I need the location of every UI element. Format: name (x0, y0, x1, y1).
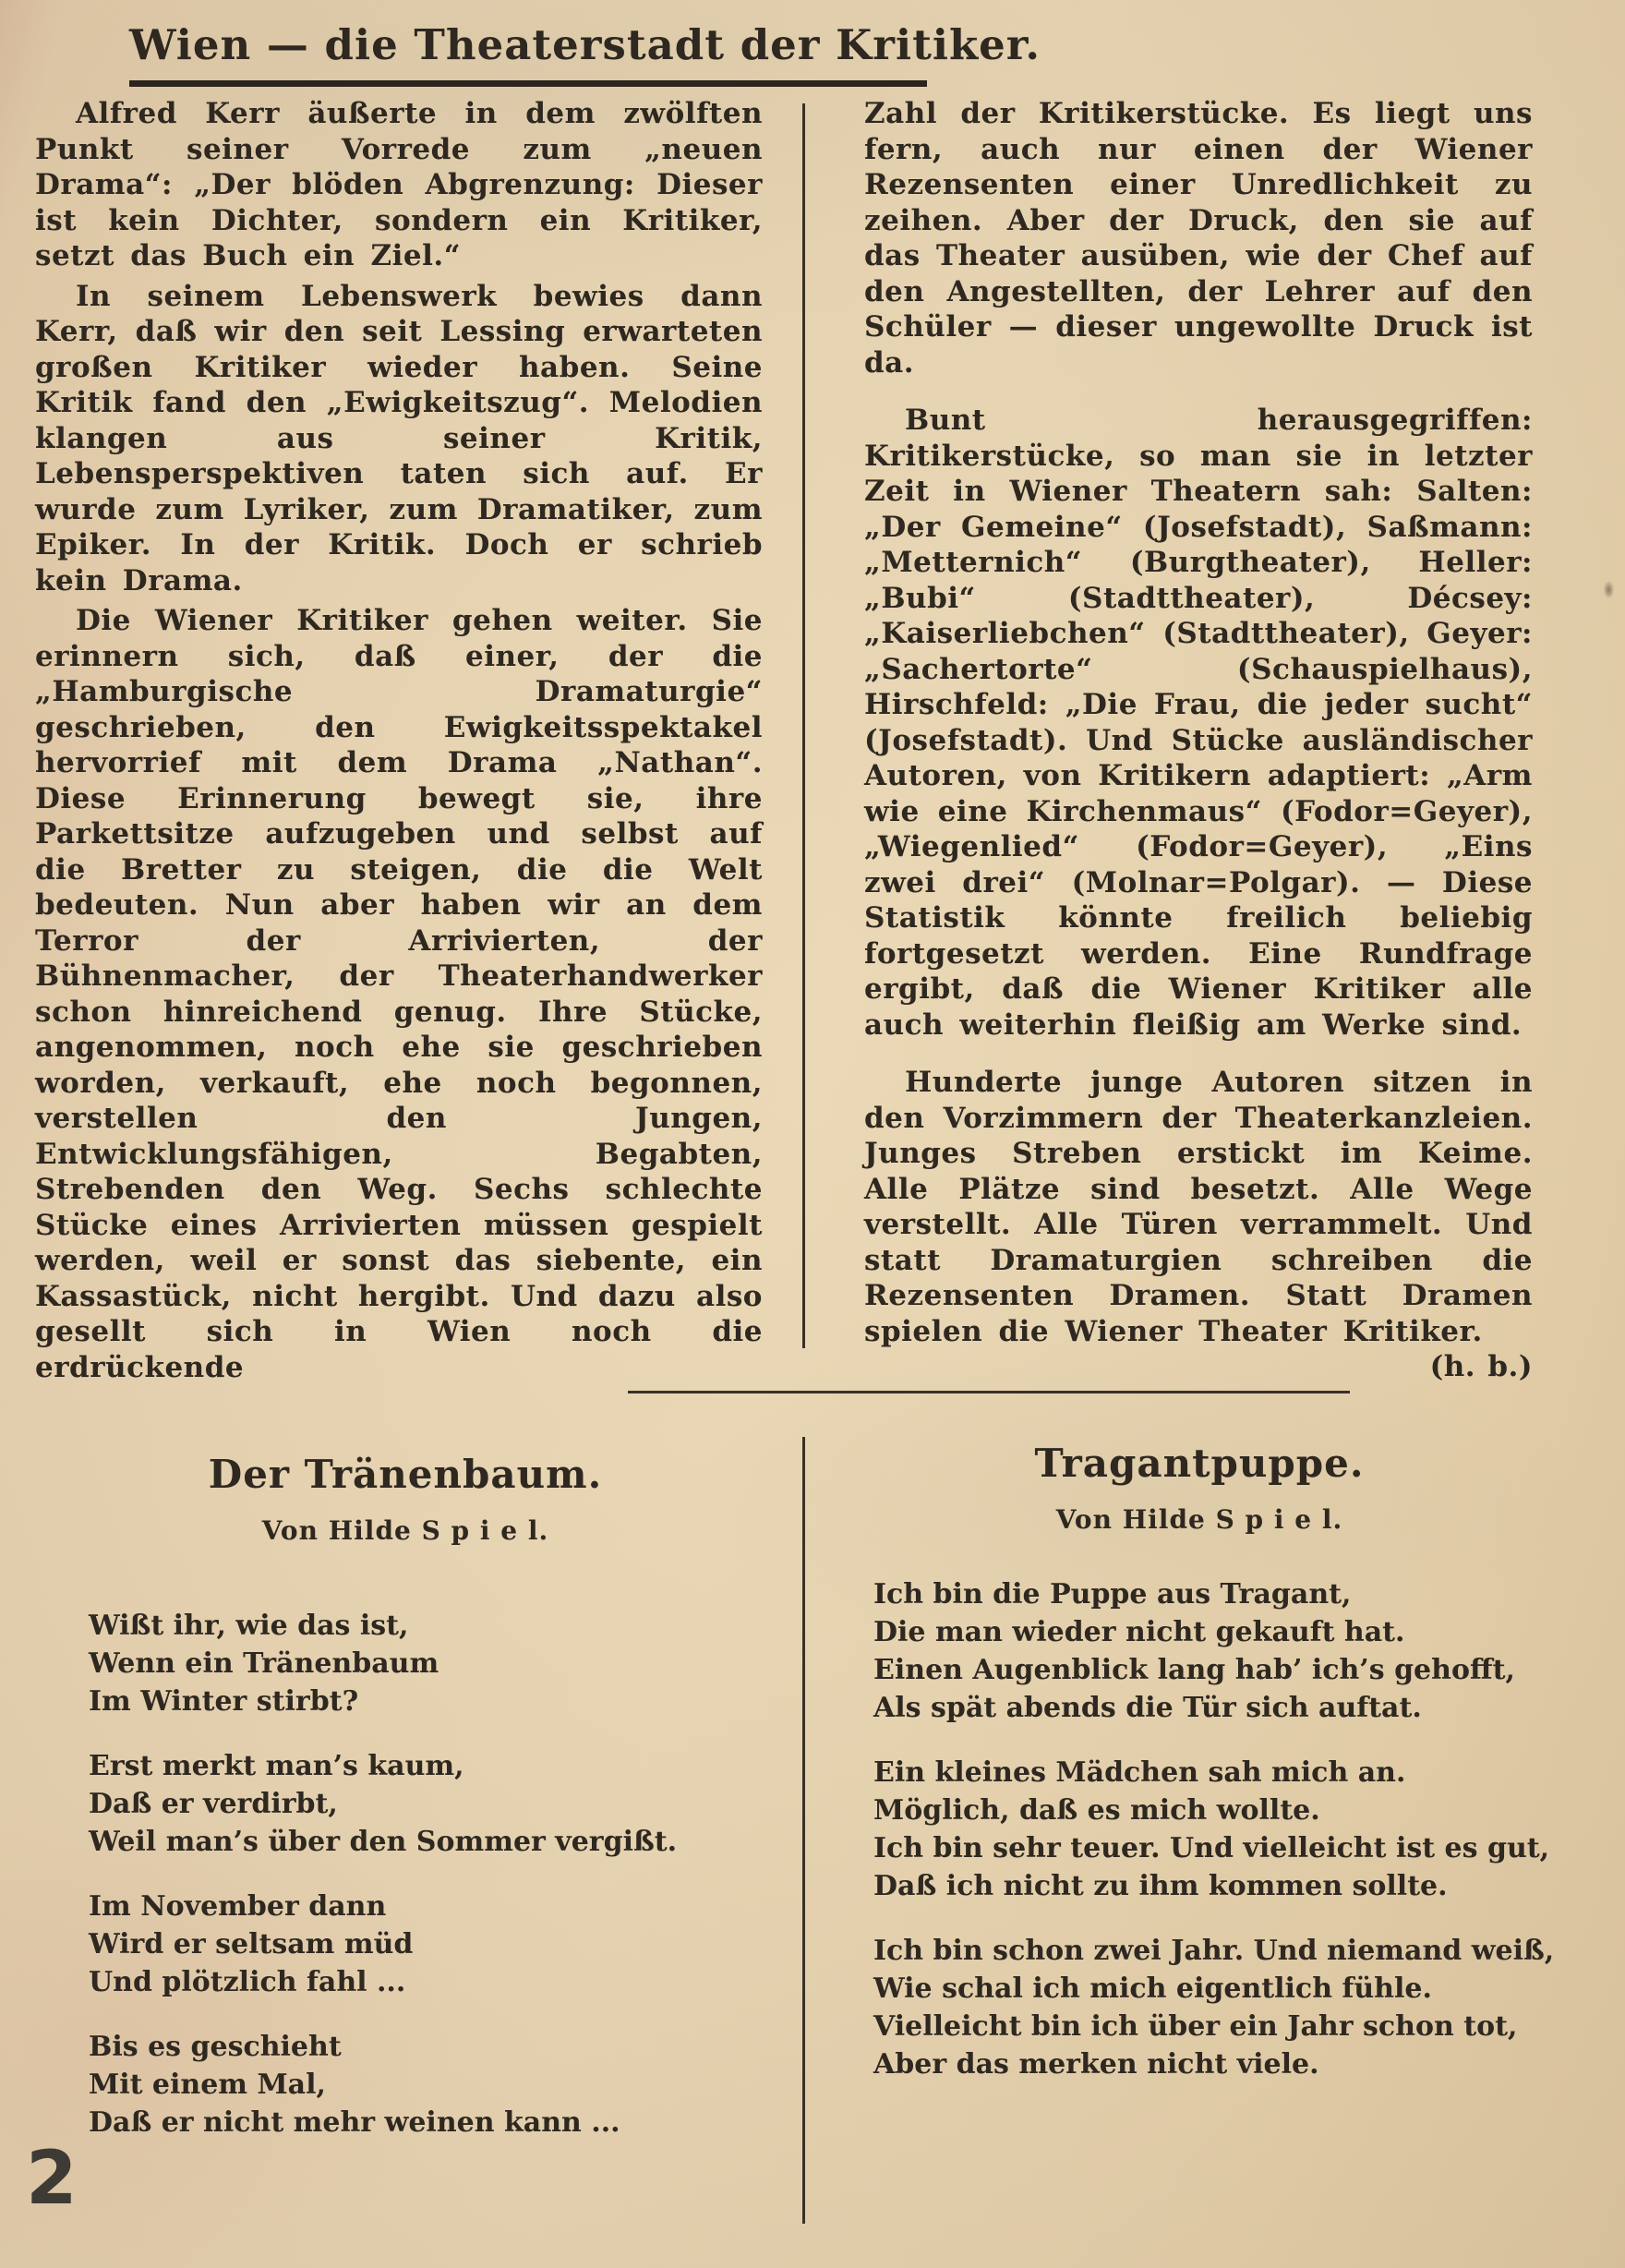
poem-line: Die man wieder nicht gekauft hat. (873, 1616, 1405, 1648)
paragraph: In seinem Lebenswerk bewies dann Kerr, daß wir den seit Lessing erwarteten großen Kritiker wieder haben. Seine Kritik fand den „Ewigkeitszug“. Melodien klangen aus seiner Kritik, Lebensperspektiven taten sich auf. Er wurde zum Lyriker, zum Dramatiker, zum Epiker. In der Kritik. Doch er schrieb kein Drama. (35, 279, 763, 597)
poem-line: Daß er nicht mehr weinen kann ... (89, 2106, 620, 2139)
poem-byline: Von Hilde S p i e l. (261, 1515, 549, 1546)
poem-line: Aber das merken nicht viele. (873, 2048, 1319, 2081)
poem-line: Wißt ihr, wie das ist, (89, 1610, 409, 1642)
poem-line: Mit einem Mal, (89, 2069, 326, 2101)
poem-line: Einen Augenblick lang hab’ ich’s gehofft, (873, 1654, 1515, 1686)
author-initials: (h. b.) (1429, 1350, 1533, 1383)
poem-stanza (873, 1575, 1533, 1727)
paragraph: Die Wiener Kritiker gehen weiter. Sie erinnern sich, daß einer, der die „Hamburgische Dramaturgie“ geschrieben, den Ewigkeitsspektakel hervorrief mit dem Drama „Nathan“. Diese Erinnerung bewegt sie, ihre Parkettsitze aufzugeben und selbst auf die Bretter zu steigen, die die Welt bedeuten. Nun aber haben wir an dem Terror der Arrivierten, der Bühnenmacher, der Theaterhandwerker schon hinreichend genug. Ihre Stücke, angenommen, noch ehe sie geschrieben worden, verkauft, ehe noch begonnen, verstellen den Jungen, Entwicklungsfähigen, Begabten, Strebenden den Weg. Sechs schlechte Stücke eines Arrivierten müssen gespielt werden, weil er sonst das siebente, ein Kassastück, nicht hergibt. Und dazu also gesellt sich in Wien noch die erdrückende (35, 604, 763, 1384)
paragraph: Bunt herausgegriffen: Kritikerstücke, so man sie in letzter Zeit in Wiener Theatern sah: Salten: „Der Gemeine“ (Josefstadt), Saßmann: „Metternich“ (Burgtheater), Heller: „Bubi“ (Stadttheater), Décsey: „Kaiserliebchen“ (Stadttheater), Geyer: „Sachertorte“ (Schauspielhaus), Hirschfeld: „Die Frau, die jeder sucht“ (Josefstadt). Und Stücke ausländischer Autoren, von Kritikern adaptiert: „Arm wie eine Kirchenmaus“ (Fodor=Geyer), „Wiegenlied“ (Fodor=Geyer), „Eins zwei drei“ (Molnar=Polgar). — Diese Statistik könnte freilich beliebig fortgesetzt werden. Eine Rundfrage ergibt, daß die Wiener Kritiker alle auch weiterhin fleißig am Werke sind. (864, 404, 1533, 1042)
poem-line: Als spät abends die Tür sich auftat. (873, 1692, 1422, 1724)
poem-stanza (89, 1607, 755, 1720)
poem-line: Daß er verdirbt, (89, 1788, 338, 1820)
poem-stanza (873, 1932, 1555, 2083)
poem-line: Ich bin sehr teuer. Und vielleicht ist es gut, (873, 1832, 1550, 1864)
article-title: Wien — die Theaterstadt der Kritiker. (129, 20, 927, 87)
poem-line: Ein kleines Mädchen sah mich an. (873, 1756, 1406, 1789)
poem-line: Daß ich nicht zu ihm kommen sollte. (873, 1870, 1448, 1902)
poem-line: Ich bin die Puppe aus Tragant, (873, 1578, 1352, 1611)
poem-line: Vielleicht bin ich über ein Jahr schon tot, (873, 2010, 1518, 2043)
poem-stanza (89, 1747, 755, 1861)
poem-line: Ich bin schon zwei Jahr. Und niemand weiß, (873, 1935, 1555, 1967)
poem-stanza (873, 1754, 1550, 1905)
poem-line: Erst merkt man’s kaum, (89, 1750, 464, 1782)
article-left-column (35, 96, 763, 1385)
poem-byline: Von Hilde S p i e l. (1055, 1504, 1343, 1535)
poem-stanza (89, 2028, 755, 2141)
poem-line: Wird er seltsam müd (89, 1928, 414, 1960)
poem-title: Der Tränenbaum. (208, 1452, 603, 1497)
poem-der-traenenbaum (55, 1452, 755, 2168)
poem-column-divider-rule (802, 1437, 805, 2224)
poem-line: Wie schal ich mich eigentlich fühle. (873, 1972, 1432, 2005)
paragraph: Hunderte junge Autoren sitzen in den Vorzimmern der Theaterkanzleien. Junges Streben erstickt im Keime. Alle Plätze sind besetzt. Alle Wege verstellt. Alle Türen verrammelt. Und statt Dramaturgien schreiben die Rezensenten Dramen. Statt Dramen spielen die Wiener Theater Kritiker. (h. b.) (864, 1066, 1533, 1383)
poem-line: Und plötzlich fahl ... (89, 1966, 406, 1998)
poem-stanza (89, 1888, 755, 2001)
poem-line: Möglich, daß es mich wollte. (873, 1794, 1320, 1827)
section-divider-rule (628, 1391, 1350, 1393)
poem-line: Weil man’s über den Sommer vergißt. (89, 1826, 678, 1858)
poem-line: Bis es geschieht (89, 2031, 342, 2063)
article-right-column (864, 96, 1533, 1385)
poem-title: Tragantpuppe. (1034, 1441, 1365, 1486)
column-divider-rule (802, 103, 805, 1348)
poem-body (866, 1575, 1555, 2083)
poem-line: Im Winter stirbt? (89, 1685, 359, 1718)
poem-body (55, 1607, 755, 2141)
paragraph: Zahl der Kritikerstücke. Es liegt uns fern, auch nur einen der Wiener Rezensenten einer Unredlichkeit zu zeihen. Aber der Druck, den sie auf das Theater ausüben, wie der Chef auf den Angestellten, der Lehrer auf den Schüler — dieser ungewollte Druck ist da. (864, 97, 1533, 380)
poem-line: Wenn ein Tränenbaum (89, 1647, 439, 1680)
paragraph: Alfred Kerr äußerte in dem zwölften Punkt seiner Vorrede zum „neuen Drama“: „Der blöden Abgrenzung: Dieser ist kein Dichter, sondern ein Kritiker, setzt das Buch ein Ziel.“ (35, 97, 763, 272)
poem-tragantpuppe (866, 1441, 1555, 2110)
page-number: 2 (26, 2135, 78, 2221)
poem-line: Im November dann (89, 1890, 387, 1923)
